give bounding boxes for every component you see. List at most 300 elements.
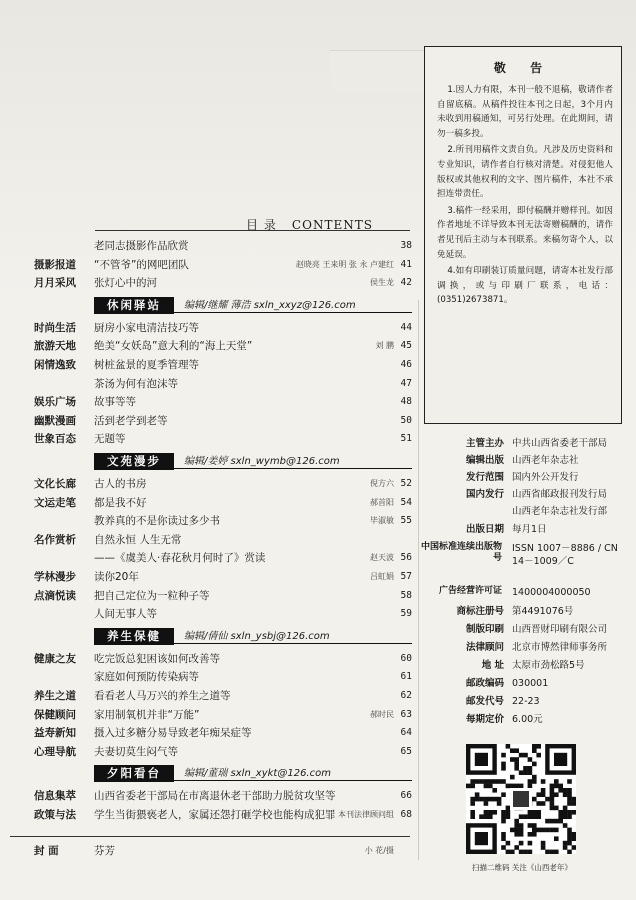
toc-page: 54 [400,496,412,508]
qr-module [484,797,489,802]
qr-module [567,779,572,784]
qr-module [567,841,572,846]
publication-value: 22-23 [512,696,540,707]
toc-page: 64 [400,727,412,739]
qr-module [470,784,475,789]
notice-title: 敬 告 [493,61,553,75]
qr-module [567,810,572,815]
qr-module [484,814,489,819]
toc-entry[interactable] [34,430,412,448]
qr-module [488,814,493,819]
section-name: 文苑漫步 [94,453,174,470]
publication-info-row [424,676,620,692]
toc-title: 家庭如何预防传染病等 [94,671,199,684]
qr-module [492,788,497,793]
qr-module [558,788,563,793]
section-name: 夕阳看台 [94,765,174,782]
publication-value: 第4491076号 [512,606,574,617]
section-header [94,297,412,314]
toc-author: 侯生龙 [370,278,394,288]
qr-module [563,845,568,850]
toc-title: 都是我不好 [94,496,147,509]
qr-module [567,850,572,854]
qr-module [567,832,572,837]
notice-paragraph: 3.稿件一经采用，即付稿酬并赠样刊。如因作者地址不详导致本刊无法寄赠稿酬的，请作者见刊后主动与本刊联系。来稿勿寄个人，以免延误。 [437,205,613,260]
qr-module [532,797,537,802]
publication-info-row [424,522,620,538]
toc-category: 学林漫步 [34,571,76,583]
toc-category: 幽默漫画 [34,414,76,427]
qr-module [484,784,489,789]
toc-category: 文运走笔 [34,496,76,509]
notice-box [424,46,622,424]
section-rule [174,468,412,469]
toc-entry[interactable] [34,650,412,668]
qr-module [484,810,489,815]
toc-title: 教养真的不是你读过多少书 [94,515,220,528]
toc-entry[interactable] [34,587,412,605]
notice-body [437,83,613,310]
qr-module [536,792,541,797]
qr-module [523,770,528,775]
qr-module [519,828,524,833]
cover-author: 小 花/摄 [364,846,394,855]
toc-title: 读你20年 [94,571,139,583]
toc-title: 老同志摄影作品欣赏 [94,240,189,252]
qr-module [536,814,541,819]
qr-module [536,828,541,833]
toc-entry[interactable] [34,274,412,292]
qr-module [567,792,572,797]
qr-module [572,810,576,815]
publication-label: 中国标准连续出版物号 [420,542,502,563]
qr-module [514,819,519,824]
toc-page: 65 [400,745,412,757]
toc-author: 赵天波 [370,553,394,563]
qr-module [528,841,533,846]
toc-title: 夫妻切莫生闷气等 [94,745,178,758]
qr-module [492,779,497,784]
qr-caption: 扫描二维码 关注《山西老年》 [472,863,572,872]
cover-label: 封 面 [34,845,59,857]
publication-label: 邮发代号 [465,696,504,707]
toc-category: 文化长廊 [34,478,76,490]
toc-author: 郝首阳 [370,497,394,507]
qr-module [510,784,515,789]
qr-module [550,784,555,789]
qr-module [519,823,524,828]
qr-module [563,788,568,793]
publication-value: 山西老年杂志社 [512,455,579,466]
qr-module [532,744,537,749]
qr-module [497,779,502,784]
publication-value: 国内外公开发行 [512,472,579,483]
qr-module [563,806,568,811]
qr-module [514,823,519,828]
qr-module [523,814,528,819]
qr-module [497,801,502,806]
toc-entry[interactable] [34,668,412,686]
qr-module [567,814,572,819]
toc-category: 娱乐广场 [34,396,76,409]
qr-module [558,784,563,789]
toc-category: 养生之道 [34,690,76,702]
toc-title: 厨房小家电清洁技巧等 [94,321,199,334]
qr-module [501,836,506,841]
toc-author: 毕淑敏 [370,516,394,526]
toc-entry[interactable] [34,605,412,623]
decorative-strip [330,50,426,91]
qr-module [501,766,506,771]
qr-module [572,836,576,841]
toc-entry[interactable] [34,743,412,761]
qr-module [514,845,519,850]
toc-title: 看看老人马万兴的养生之道等 [94,690,231,702]
toc-category: 时尚生活 [34,321,76,334]
toc-category: 世象百态 [34,433,76,446]
publication-label: 每期定价 [465,714,504,725]
toc-page: 59 [400,608,412,620]
qr-module [550,828,555,833]
section-name: 休闲驿站 [94,297,174,314]
qr-module [572,801,576,806]
qr-module [545,819,550,824]
column-divider [418,300,419,860]
toc-page: 58 [400,589,412,601]
toc-category: 摄影报道 [34,258,76,271]
qr-module [528,757,533,762]
toc-entry[interactable] [34,512,412,530]
toc-title: 山西省委老干部局在市离退休老干部助力脱贫攻坚等 [94,790,336,803]
notice-paragraph: 4.如有印刷装订质量问题，请寄本社发行部调换，或与印刷厂联系，电话：(0351)2673871。 [437,266,613,306]
toc-entry[interactable] [34,375,412,393]
qr-module [510,828,515,833]
qr-module [554,850,559,854]
qr-module [528,784,533,789]
qr-module [475,792,480,797]
toc-entry[interactable] [34,568,412,586]
toc-page: 60 [400,652,412,664]
publication-label: 地 址 [481,660,504,671]
qr-module [501,832,506,837]
qr-module [554,753,567,766]
qr-module [514,766,519,771]
qr-module [567,797,572,802]
qr-module [541,845,546,850]
qr-module [567,788,572,793]
toc-category: 保健顾问 [34,708,76,721]
qr-module [506,810,511,815]
qr-module [545,797,550,802]
toc-entry[interactable] [34,237,412,255]
qr-module [567,836,572,841]
toc-page: 46 [400,359,412,370]
publication-info-row [424,622,620,638]
toc-page: 55 [400,515,412,527]
qr-module [519,784,524,789]
qr-module [554,784,559,789]
cover-row [34,842,412,860]
toc-entry[interactable] [34,494,412,512]
qr-module [513,791,529,807]
toc-page: 42 [400,277,412,289]
qr-module [536,753,541,758]
publication-label: 国内发行 [465,489,504,500]
toc-page: 45 [400,340,412,352]
qr-module [558,814,563,819]
toc-page: 68 [400,809,412,820]
toc-page: 48 [400,396,412,408]
qr-module [501,792,506,797]
toc-entry[interactable] [34,549,412,567]
qr-module [545,828,550,833]
qr-module [470,779,475,784]
qr-module [541,841,546,846]
toc-category: 益寿新知 [34,727,76,740]
qr-module [514,757,519,762]
qr-module [470,814,475,819]
toc-entry[interactable] [34,356,412,374]
qr-module [550,788,555,793]
qr-module [528,832,533,837]
toc-title: 张灯心中的河 [94,277,157,290]
toc-category: 名作赏析 [34,533,76,546]
publication-info-row [424,694,620,710]
toc-page: 38 [400,240,412,251]
toc-page: 63 [400,708,412,720]
qr-module [514,762,519,767]
toc-page: 56 [400,552,412,564]
toc-category: 心理导航 [34,745,76,758]
qr-module [506,814,511,819]
toc-category: 闲情逸致 [34,359,76,371]
publication-label: 发行范围 [465,472,504,483]
qr-module [554,806,559,811]
qr-module [510,775,515,780]
toc-page: 47 [400,377,412,389]
toc-title: 摄入过多糖分易导致老年痴呆症等 [94,727,252,740]
toc-page: 61 [400,671,412,683]
section-rule [174,780,412,781]
publication-label: 主管主办 [465,438,504,449]
publication-value: 山西晋财印刷有限公司 [512,624,608,635]
qr-module [519,753,524,758]
qr-module [501,753,506,758]
qr-code[interactable] [466,744,576,854]
qr-code-icon [466,744,576,854]
qr-module [563,814,568,819]
qr-module [536,801,541,806]
qr-module [479,797,484,802]
publication-info-row [424,586,620,602]
qr-module [536,744,541,749]
publication-value: 北京市博然律师事务所 [512,642,608,653]
toc-title: 自然永恒 人生无常 [94,533,182,546]
qr-module [519,770,524,775]
toc-entry[interactable] [34,475,412,493]
qr-module [563,810,568,815]
qr-module [506,744,511,749]
qr-module [484,801,489,806]
publication-value: ISSN 1007－8886 / CN 14－1009／C [512,543,618,567]
publication-label: 商标注册号 [456,606,504,617]
toc-title: 把自己定位为一粒种子等 [94,589,210,602]
toc-entry[interactable] [34,787,412,805]
toc-title: 人间无事人等 [94,608,157,621]
qr-module [528,850,533,854]
toc-entry[interactable] [34,393,412,411]
qr-module [554,828,559,833]
qr-module [492,797,497,802]
toc-title: 吃完饭总犯困该如何改善等 [94,652,220,665]
toc-page: 57 [400,571,412,582]
qr-module [488,779,493,784]
toc-entry[interactable] [34,724,412,742]
qr-module [528,823,533,828]
qr-module [501,819,506,824]
qr-module [541,801,546,806]
toc-category: 点滴悦读 [34,589,76,602]
toc-entry[interactable] [34,337,412,355]
qr-module [501,762,506,767]
toc-entry[interactable] [34,706,412,724]
qr-module [514,828,519,833]
toc-page: 51 [400,433,412,445]
qr-module [519,832,524,837]
qr-module [510,748,515,753]
qr-module [541,779,546,784]
qr-module [528,814,533,819]
qr-module [567,828,572,833]
toc-author: 倪方六 [370,479,394,488]
toc-entry[interactable] [34,531,412,549]
qr-module [523,850,528,854]
publication-label: 编辑出版 [465,455,504,466]
qr-module [519,814,524,819]
toc-category: 政策与法 [34,809,76,821]
qr-module [475,832,488,845]
publication-value: 中共山西省委老干部局 [512,438,608,449]
toc-author: 赵晓亮 王来明 张 永 卢建红 [295,259,394,269]
qr-module [510,850,515,854]
toc-page: 66 [400,790,412,802]
qr-module [514,784,519,789]
section-editor-info: 编辑/姜婷 sxln_wymb@126.com [184,456,340,467]
qr-module [558,810,563,815]
toc-header-rule [95,230,410,231]
toc-entry[interactable] [34,319,412,337]
cover-title: 芬芳 [94,845,115,857]
qr-module [519,841,524,846]
qr-module [536,810,541,815]
qr-module [532,832,537,837]
toc-title: 绝美“女妖岛”意大利的“海上天堂” [94,340,253,353]
qr-module [479,779,484,784]
toc-page: 41 [400,258,412,270]
section-header [94,765,412,782]
publication-value: 太原市劲松路5号 [512,660,585,671]
qr-module [532,775,537,780]
notice-paragraph: 1.因人力有限，本刊一般不退稿，敬请作者自留底稿。从稿件投往本刊之日起，3个月内未收到用稿通知，可另行处理。在此期间，请勿一稿多投。 [437,85,613,139]
qr-module [545,850,550,854]
section-editor-info: 编辑/继耀 薄浩 sxln_xxyz@126.com [184,299,356,311]
publication-info-row [424,640,620,656]
qr-module [492,810,497,815]
toc-entry[interactable] [34,412,412,430]
toc-entry[interactable] [34,687,412,705]
publication-info-row [420,542,620,567]
publication-info-row [424,470,620,486]
publication-info-row [424,658,620,674]
qr-module [532,762,537,767]
toc-page: 52 [400,478,412,489]
qr-module [532,779,537,784]
qr-module [528,810,533,815]
qr-module [488,810,493,815]
qr-module [572,797,576,802]
qr-module [479,814,484,819]
toc-title: 学生当街猥亵老人，家属还怨打砸学校也能构成犯罪 [94,809,336,821]
publication-value: 1400004000050 [512,587,591,598]
toc-author: 本刊法律顾问组 [338,810,394,819]
qr-module [475,779,480,784]
section-rule [174,312,412,313]
qr-module [541,828,546,833]
toc-title: 古人的书房 [94,478,147,490]
toc-title: ——《虞美人·春花秋月何时了》赏读 [94,552,266,565]
qr-module [550,819,555,824]
qr-module [514,748,519,753]
publication-info-row [424,453,620,469]
qr-module [550,792,555,797]
qr-module [563,841,568,846]
qr-module [501,814,506,819]
qr-module [532,810,537,815]
toc-entry[interactable] [34,256,412,274]
toc-page: 44 [400,321,412,333]
qr-module [541,788,546,793]
qr-module [497,797,502,802]
toc-title: 无题等 [94,433,126,446]
qr-module [572,832,576,837]
qr-module [470,797,475,802]
qr-module [488,797,493,802]
toc-entry[interactable] [34,806,412,824]
toc-author: 吕虹娟 [370,572,394,581]
section-rule [174,643,412,644]
qr-module [550,797,555,802]
section-name: 养生保健 [94,628,174,645]
publication-label: 广告经营许可证 [438,586,502,596]
publication-value: 6.00元 [512,714,543,725]
qr-module [523,753,528,758]
qr-module [528,779,533,784]
toc-title: 树桩盆景的夏季管理等 [94,359,199,371]
toc-title: 家用制氧机并非“万能” [94,708,200,721]
section-header [94,628,412,645]
qr-module [554,836,559,841]
publication-label: 制版印刷 [465,624,504,635]
publication-value: 山西省邮政报刊发行局 [512,489,608,500]
toc-title: 故事等等 [94,396,136,409]
qr-module [532,823,537,828]
section-editor-info: 编辑/董瑞 sxln_xykt@126.com [184,768,331,780]
toc-category: 健康之友 [34,652,76,665]
toc-title-en: CONTENTS [291,218,373,232]
publication-value: 030001 [512,678,549,689]
qr-module [558,819,563,824]
qr-module [532,814,537,819]
